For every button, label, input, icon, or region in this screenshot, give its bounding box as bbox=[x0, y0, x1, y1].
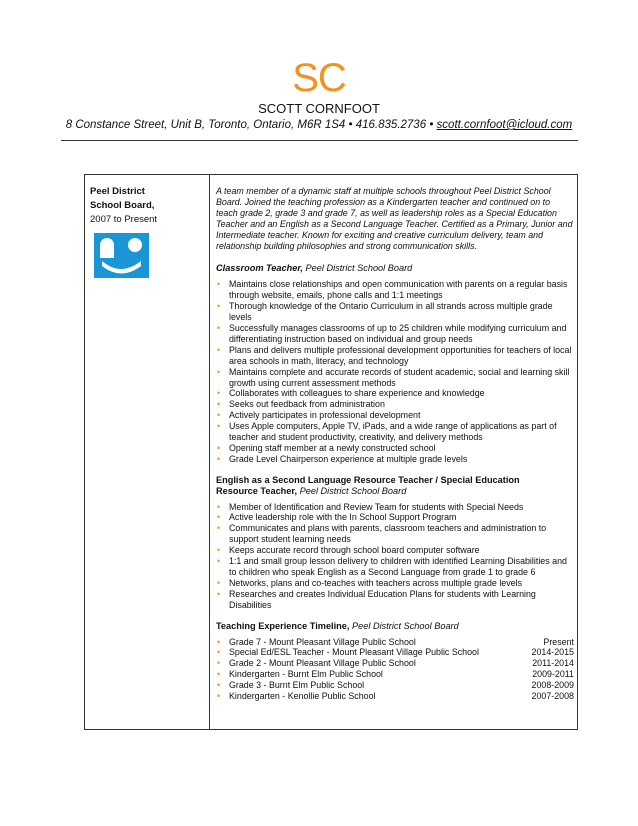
timeline-years: 2011-2014 bbox=[532, 658, 574, 669]
list-item: • Successfully manages classrooms of up to 25 children while modifying curriculum and differentiating instruction based on individual and group needs bbox=[216, 323, 574, 345]
phone: 416.835.2736 bbox=[355, 119, 427, 131]
timeline-role: • Special Ed/ESL Teacher - Mount Pleasant Village Public School bbox=[229, 647, 479, 658]
timeline-role: • Grade 3 - Burnt Elm Public School bbox=[229, 680, 365, 691]
list-item: • Maintains close relationships and open communication with parents on a regular basis through website, emails, phone calls and 1:1 meetings bbox=[216, 279, 574, 301]
timeline-item bbox=[216, 680, 574, 691]
list-item: • Member of Identification and Review Team for students with Special Needs bbox=[216, 502, 574, 513]
list-item: • Communicates and plans with parents, classroom teachers and administration to support student learning needs bbox=[216, 523, 574, 545]
column-divider bbox=[209, 175, 210, 729]
esl-heading bbox=[216, 475, 574, 497]
list-item: • Active leadership role with the In School Support Program bbox=[216, 512, 574, 523]
classroom-heading bbox=[216, 263, 574, 274]
timeline-item bbox=[216, 669, 574, 680]
employer-column bbox=[90, 185, 208, 227]
timeline-role: • Kindergarten - Kenollie Public School bbox=[229, 691, 376, 702]
list-item: • Plans and delivers multiple professional development opportunities for teachers of local area schools in math, literacy, and technology bbox=[216, 345, 574, 367]
timeline-item bbox=[216, 647, 574, 658]
timeline-heading bbox=[216, 621, 574, 632]
employment-dates: 2007 to Present bbox=[90, 214, 158, 225]
list-item: • Grade Level Chairperson experience at multiple grade levels bbox=[216, 454, 574, 465]
full-name: SCOTT CORNFOOT bbox=[258, 101, 380, 116]
timeline-item bbox=[216, 658, 574, 669]
experience-box bbox=[84, 174, 578, 730]
list-item: • 1:1 and small group lesson delivery to children with identified Learning Disabilities and to children who speak English as a Second Language from grade 1 to grade 6 bbox=[216, 556, 574, 578]
list-item: • Keeps accurate record through school board computer software bbox=[216, 545, 574, 556]
email-link[interactable]: scott.cornfoot@icloud.com bbox=[436, 119, 573, 131]
list-item: • Opening staff member at a newly constructed school bbox=[216, 443, 574, 454]
address: 8 Constance Street, Unit B, Toronto, Ontario, M6R 1S4 bbox=[65, 119, 346, 131]
separator: • bbox=[429, 119, 434, 131]
timeline-item bbox=[216, 691, 574, 702]
list-item: • Seeks out feedback from administration bbox=[216, 399, 574, 410]
list-item: • Thorough knowledge of the Ontario Curriculum in all strands across multiple grade levels bbox=[216, 301, 574, 323]
list-item: • Uses Apple computers, Apple TV, iPads, and a wide range of applications as part of teacher and student productivity, creativity, and delivery methods bbox=[216, 421, 574, 443]
employer-name-line2: School Board, bbox=[90, 200, 155, 211]
monogram: SC bbox=[292, 56, 346, 100]
classroom-bullets bbox=[216, 279, 574, 464]
timeline-years: 2014-2015 bbox=[531, 647, 574, 658]
list-item: • Collaborates with colleagues to share experience and knowledge bbox=[216, 388, 574, 399]
timeline-title: Teaching Experience Timeline, bbox=[216, 620, 350, 631]
employer-name-line1: Peel District bbox=[90, 186, 145, 197]
timeline-list bbox=[216, 637, 574, 702]
timeline-years: Present bbox=[543, 636, 574, 647]
timeline-role: • Kindergarten - Burnt Elm Public School bbox=[229, 669, 383, 680]
summary: A team member of a dynamic staff at multiple schools throughout Peel District School Board. Joined the teaching profession as a Kindergarten teacher and continued on to teach grade 2, grade 3 and grade 7, as well as leadership roles as a Special Education Teacher and an English as a Second Language Teacher. Certified as a Primary, Junior and Intermediate teacher. Known for exciting and creative curriculum delivery, team and relationship building philosophies and strong communication skills. bbox=[216, 186, 573, 251]
timeline-org: Peel District School Board bbox=[352, 620, 459, 631]
header-rule bbox=[61, 140, 578, 141]
timeline-years: 2009-2011 bbox=[532, 669, 574, 680]
list-item: • Researches and creates Individual Education Plans for students with Learning Disabilities bbox=[216, 589, 574, 611]
classroom-title: Classroom Teacher, bbox=[216, 263, 303, 274]
list-item: • Maintains complete and accurate records of student academic, social and learning skill growth using current assessment methods bbox=[216, 367, 574, 389]
timeline-item bbox=[216, 637, 574, 648]
esl-bullets bbox=[216, 502, 574, 611]
list-item: • Actively participates in professional development bbox=[216, 410, 574, 421]
esl-org: Peel District School Board bbox=[299, 485, 407, 496]
timeline-years: 2008-2009 bbox=[531, 680, 574, 691]
esl-title-line1: English as a Second Language Resource Teacher / Special Education bbox=[216, 474, 520, 485]
timeline-role: • Grade 2 - Mount Pleasant Village Public School bbox=[229, 658, 416, 669]
timeline-role: • Grade 7 - Mount Pleasant Village Public School bbox=[229, 636, 416, 647]
timeline-years: 2007-2008 bbox=[531, 691, 574, 702]
separator: • bbox=[348, 119, 353, 131]
peel-board-logo-icon bbox=[94, 233, 149, 278]
contact-line bbox=[0, 118, 638, 132]
classroom-org: Peel District School Board bbox=[305, 263, 413, 274]
experience-column bbox=[216, 186, 574, 712]
list-item: • Networks, plans and co-teaches with teachers across multiple grade levels bbox=[216, 578, 574, 589]
esl-title-line2: Resource Teacher, bbox=[216, 485, 298, 496]
